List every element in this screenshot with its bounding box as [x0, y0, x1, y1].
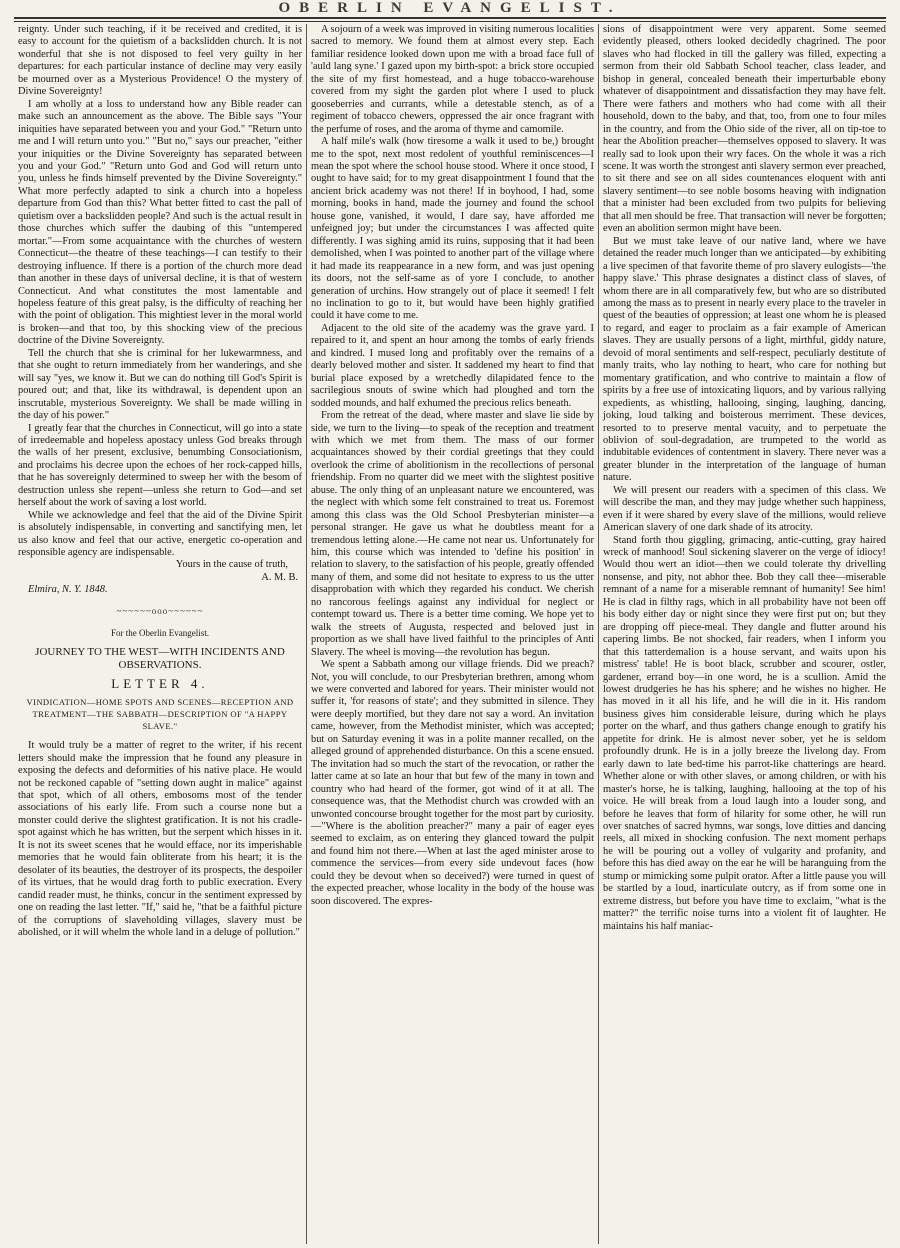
- masthead: OBERLIN EVANGELIST.: [278, 0, 622, 16]
- article-1-paragraph: Tell the church that she is criminal for her lukewarmness, and that she ought to return immediately from her wanderings, and she will say "yes, we know it. But we can do nothing till God's Spirit is poured out; and that, like its withdrawal, is dependent upon an inscrutable, mysterious Sovereignty. We shall be made willing in the day of his power.": [18, 347, 302, 422]
- article-summary: VINDICATION—HOME SPOTS AND SCENES—RECEPTION AND TREATMENT—THE SABBATH—DESCRIPTION OF "A HAPPY SLAVE.": [26, 697, 294, 732]
- column-3: [598, 24, 890, 1244]
- column-2: [306, 24, 598, 1244]
- article-1-paragraph: While we acknowledge and feel that the aid of the Divine Spirit is absolutely indispensable, in converting and sanctifying men, let us also know and feel that our active, energetic co-operation and responsible agency are indispensable.: [18, 509, 302, 559]
- article-2-paragraph: Stand forth thou giggling, grimacing, antic-cutting, gray haired wreck of manhood! Soul sickening slaverer on the verge of idiocy! Would thou wert an idiot—then we could tolerate thy drivelling nonsense, and pity, not abhor thee. Bob they call thee—miserable remnant of a name for a miserable remnant of humanity! See him! He is clad in filthy rags, which in all probability have not been off his body either day or night since they were first put on; but they are dropping off piece-meal. They dangle and flutter around his capering limbs. Be not shocked, fair readers, when I inform you that this tatterdemalion is a house servant, and waits upon his mistress' table! He is boot black, scrubber and scourer, ostler, gardener, errand boy—in one word, he is a scullion. Amid the lowest drudgeries he has his sphere; and he wishes no higher. He has moved in it all his life, and he will die in it. His random business gives him considerable leisure, during which he plays porter on the wharf, and thus gathers change enough to gratify his appetite for drink. He is almost never sober, yet he is seldom profoundly drunk. He is in a jolly breeze the livelong day. From early dawn to late bed-time his parrot-like chatterings are heard. Whether alone or with other slaves, or among children, or with his master's horse, he is talking, laughing, hallooing at the top of his voice. He will break from a loud laugh into a louder song, and before he leaves that form of hilarity for some other, he will run over snatches of sacred hymns, war songs, love ditties and dancing reels, all mixed in shocking confusion. The next moment perhaps he will be pouring out a volley of vulgarity and profanity, and before this has died away on the ear he will be haranguing from the stump or mimicking some pulpit orator. After a little pause you will be startled by a loud, inarticulate outcry, as if from some one in extreme distress, but before you have time to exclaim, "what is the matter?" the terrific noise turns into a violent fit of laughter. He maintains his half maniac-: [603, 534, 886, 932]
- article-2-paragraph: We will present our readers with a specimen of this class. We will describe the man, and they may judge whether such happiness, even if it were shared by every slave of the millions, would relieve American slavery of one dark shade of its atrocity.: [603, 484, 886, 534]
- column-1: [14, 24, 306, 1244]
- article-headline: JOURNEY TO THE WEST—WITH INCIDENTS AND OBSERVATIONS.: [35, 645, 285, 671]
- article-credit: For the Oberlin Evangelist.: [111, 628, 209, 639]
- article-1-paragraph: reignty. Under such teaching, if it be received and credited, it is easy to account for the quietism of a backslidden church. It is not wonderful that she is not disposed to feel very guilty in her departures: for each particular instance of decline may very easily be mourned over as a Mysterious Providence! O the mystery of Divine Sovereignty!: [18, 24, 302, 98]
- section-divider: ~~~~~~ooo~~~~~~: [116, 605, 204, 616]
- dateline: Elmira, N. Y. 1848.: [28, 584, 108, 596]
- article-2-paragraph: We spent a Sabbath among our village friends. Did we preach? Not, you will conclude, to our Presbyterian brethren, among whom we were converted and labored for years. Their minister would not suffer it, 'for reasons of state'; and they submitted in silence. They were deeply mortified, but they dare not say a word. An invitation came, however, from the Methodist minister, which was accepted; but on Saturday evening it was in a polite manner recalled, on the alleged ground of apprehended disturbance. On this a scene ensued. The invitation had so much the start of the revocation, or rather the latter came at so late an hour that but few of the many in town and country who had heard of the former, got wind of it at all. The consequence was, that the Methodist church was crowded with an unwonted concourse brought together for the most part by curiosity.—"Where is the abolition preacher?" many a pair of eager eyes seemed to exclaim, as on entering they glanced toward the pulpit and found him not there.—When at last the aged minister arose to commence the services—from every side undevout faces (how could they be devout when so deceived?) were turned in quest of the expected preacher, whose locality in the body of the house was soon discovered. The expres-: [311, 659, 594, 907]
- article-2-paragraph: From the retreat of the dead, where master and slave lie side by side, we turn to the living—to speak of the reception and treatment with which we met from them. The mass of our former acquaintances showed by their cordial greetings that they could overlook the crime of abolitionism in the recollections of personal friendship. From no quarter did we meet with the slightest positive abuse. The only thing of an unpleasant nature we encountered, was the neglect with which some felt constrained to treat us. Foremost among this class was the Old School Presbyterian minister—a personal stranger. He gave us what he doubtless meant for a tremendous letting alone.—He came not near us. Unfortunately for him, this course which was intended to 'define his position' in relation to slavery, to the satisfaction of his people, greatly offended many of them, and some did not hesitate to express to us the utter disapprobation with which they regarded his conduct. We cherish no rancorous feelings against any individual for neglect or contempt toward us. There is a better time coming. We hope yet to walk the streets of Augusta, respected and beloved just in proportion as we shall have lived faithful to the principles of Anti Slavery. The wheel is moving—the revolution has begun.: [311, 410, 594, 658]
- article-2-paragraph: A sojourn of a week was improved in visiting numerous localities sacred to memory. We found them at almost every step. Each familiar residence looked down upon me with a broad face full of 'auld lang syne.' I gazed upon my birth-spot: a brick store occupied the site of my first homestead, and a huge tobacco-warehouse covered from my sight the garden plot where I used to pluck gooseberries and currants, while a detestable stench, as of a regiment of tobacco chewers, oppressed the air once fragrant with the perfume of roses, and the aroma of thyme and camomile.: [311, 24, 594, 135]
- letter-number: LETTER 4.: [111, 675, 209, 691]
- article-2-paragraph: sions of disappointment were very apparent. Some seemed evidently pleased, others looked decidedly chagrined. The poor slaves who had flocked in till the gallery was filled, expecting a sermon from their old Sabbath School teacher, class leader, and bishop in general, concealed beneath their imperturbable ebony whatever of disappointment and dissatisfaction they may have felt. There were fathers and mothers who had come with all their household, down to the baby, and that, too, from one to four miles in the country, and from the Ohio side of the river, all on tip-toe to hear the Abolition preacher—themselves opposed to slavery. It was really sad to look upon their wry faces. On the whole it was a rich scene. It was worth the strongest anti slavery sermon ever preached, to sit there and see on all sides countenances eloquent with anti slavery sentiment—to see noble bosoms heaving with indignation that a minister had been excluded from two pulpits for believing that all men should be free. That transaction will never be forgotten; even an abolition sermon might have been.: [603, 24, 886, 235]
- article-1-paragraph: I greatly fear that the churches in Connecticut, will go into a state of irredeemable and hopeless apostacy unless God breaks through the walls of her present, exclusive, benumbing Consociationism, and proclaims his decree upon the echoes of her rock-capped hills, that he has sovereignly determined to sweep her with the besom of destruction unless she repent—unless she return to God—and set herself about the work of saving a lost world.: [18, 422, 302, 509]
- page-columns: [14, 24, 890, 1244]
- article-1-paragraph: I am wholly at a loss to understand how any Bible reader can make such an announcement as the above. The Bible says "Your iniquities have separated between you and your God." "Return unto me and I will return unto you." "But no," says our preacher, "either your iniquities or the Divine Sovereignty has separated between you and your God." "Return unto God and God will return unto you, unless he finds himself prevented by the Divine Sovereignty." What more perfectly adapted to sink a church into a hopeless departure from God than this? What better fitted to cast the pall of quietism over a backslidden people? And such is the actual result in those churches which suffer the daubing of this "untempered mortar."—From some acquaintance with the churches of western Connecticut—the theatre of these teachings—I can testify to their destroying influence. If there is a portion of the church more dead than another in these days of universal decline, it is that of western Connecticut. And what constitutes the most lamentable and hopeless feature of this great palsy, is the difficulty of reaching her with the point of obligation. This mightiest lever in the moral world is broken—and that too, by this shocking view of the precious doctrine of the Divine Sovereignty.: [18, 98, 302, 347]
- article-2-paragraph: Adjacent to the old site of the academy was the grave yard. I repaired to it, and spent an hour among the tombs of early friends and kindred. I mused long and profitably over the remains of a dearly beloved mother and sister. It saddened my heart to find that burial place exposed by a wretchedly dilapidated fence to the sacrilegious snouts of swine which had ploughed and torn the sodded mounds, and half exhumed the precious relics beneath.: [311, 322, 594, 409]
- article-2-paragraph: But we must take leave of our native land, where we have detained the reader much longer than we anticipated—by exhibiting a live specimen of that favorite theme of pro slavery eulogists—'the happy slave.' This phrase designates a distinct class of slaves, of whom there are in all comparatively few, but who are so distributed among the mass as to present in nearly every place to the traveler in quest of the beauties of oppression; at least one whom he is pleased to regard, and eager to proclaim as a fair example of American slaves. They are usually persons of a light, mirthful, giddy nature, devoid of moral sentiments and self-respect, peculiarly destitute of manly traits, who lay nothing to heart, who care for nothing but momentary gratification, and who contrive to maintain a flow of spirits by a free use of intoxicating liquors, and by various rallying expedients, as whistling, hallooing, singing, laughing, dancing, joking, loud talking and boisterous merriment. These devices, resorted to to preserve mental vacuity, and to perpetuate the oblivion of soul-degradation, are trumpeted to the world as indubitable evidences of contentment in slavery. There never was a greater blunder in the interpretation of the language of human nature.: [603, 235, 886, 484]
- article-2-paragraph: A half mile's walk (how tiresome a walk it used to be,) brought me to the spot, next most redolent of youthful reminiscences—I mean the spot where the school house stood. Where it once stood, I ought to have said; for to my great disappointment I found that the ancient brick academy was not there! If in boyhood, I had, some morning, books in hand, made the journey and found the school house gone, vanished, it would, I dare say, have afforded me unfeigned joy; but under the circumstances I was affected quite differently. I was sighing amid its ruins, supposing that it had been demolished, when I was pointed to another part of the village where it had made its reappearance in a new form, and was just opening its doors, not the self-same as of yore I conclude, to another generation of urchins. How strangely out of place it seemed! I felt no inclination to go to it, but would have been highly gratified could it have come to me.: [311, 136, 594, 322]
- masthead-rule: [14, 17, 886, 22]
- article-2-paragraph: It would truly be a matter of regret to the writer, if his recent letters should make the impression that he found any pleasure in exposing the defects and deformities of his native place. He would not be reckoned capable of "setting down aught in malice" against that spot, which of all others, embosoms most of the tender associations of his early life. From such a course none but a monster could derive the slightest gratification. It is not his cradle-spot against which he has written, but the serpent which hisses in it. It is not its sweet scenes that he would efface, nor its imperishable memories that he would fain obliterate from his heart; it is the desolater of its beauties, the destroyer of its prospects, the despoiler of its virtues, that he would drag forth to public execration. Every candid reader must, he thinks, concur in the sentiment expressed by one on reading the last letter. "If," said he, "that be a faithful picture of the corruptions of slaveholding villages, slavery must be abolished, or it will whelm the whole land in a deluge of pollution.": [18, 740, 302, 938]
- signature: A. M. B.: [261, 571, 298, 583]
- sign-off: Yours in the cause of truth,: [175, 559, 288, 571]
